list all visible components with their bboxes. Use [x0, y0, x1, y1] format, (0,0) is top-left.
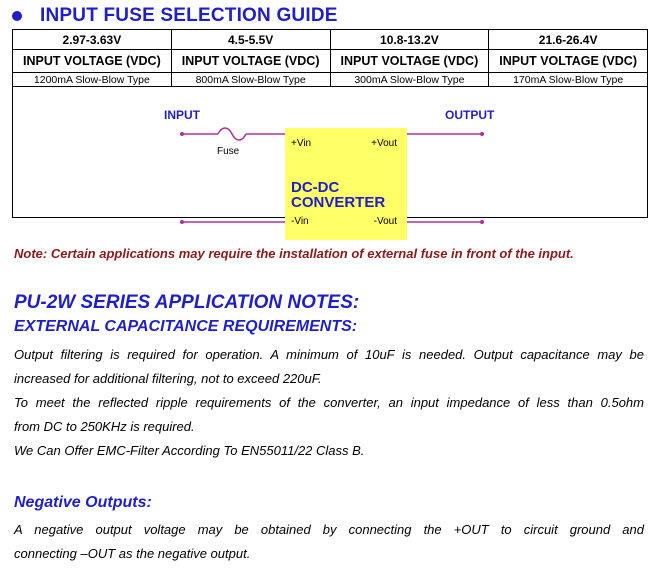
fuse-rating-cell: 800mA Slow-Blow Type: [171, 73, 330, 87]
paragraph-line: We Can Offer EMC-Filter According To EN55011/22 Class B.: [14, 443, 365, 458]
terminal-dot: [180, 132, 184, 136]
converter-label-line2: CONVERTER: [291, 194, 386, 211]
paragraph-line: To meet the reflected ripple requirements of the converter, an input impedance of less than 0.5ohm: [14, 395, 644, 410]
external-capacitance-title: EXTERNAL CAPACITANCE REQUIREMENTS:: [14, 318, 358, 335]
pin-vin-negative: -Vin: [291, 216, 309, 227]
voltage-range-cell: 10.8-13.2V: [330, 30, 489, 50]
terminal-dot: [480, 132, 484, 136]
paragraph-line: Output filtering is required for operation. A minimum of 10uF is needed. Output capacitance may be: [14, 347, 644, 362]
pin-vin-positive: +Vin: [291, 138, 312, 149]
section-header: [10, 5, 338, 27]
bullet-icon: [12, 11, 22, 21]
paragraph-line: from DC to 250KHz is required.: [14, 419, 195, 434]
voltage-range-cell: 4.5-5.5V: [171, 30, 330, 50]
fuse-note: Note: Certain applications may require the installation of external fuse in front of the input.: [14, 246, 574, 261]
converter-label: [291, 180, 385, 210]
input-voltage-label: INPUT VOLTAGE (VDC): [489, 50, 648, 73]
application-notes-title: PU-2W SERIES APPLICATION NOTES:: [14, 292, 360, 313]
page-title: INPUT FUSE SELECTION GUIDE: [40, 5, 338, 26]
terminal-dot: [180, 220, 184, 224]
paragraph-line: connecting –OUT as the negative output.: [14, 546, 251, 561]
negative-outputs-title: Negative Outputs:: [14, 494, 152, 511]
input-voltage-label: INPUT VOLTAGE (VDC): [13, 50, 172, 73]
pin-vout-negative: -Vout: [373, 216, 397, 227]
fuse-rating-cell: 170mA Slow-Blow Type: [489, 73, 648, 87]
converter-label-line1: DC-DC: [291, 179, 340, 196]
fuse-wiring-diagram: [12, 104, 648, 238]
pin-vout-positive: +Vout: [371, 138, 397, 149]
dc-dc-converter-box: [285, 128, 407, 240]
fuse-symbol: [218, 128, 246, 140]
fuse-rating-cell: 300mA Slow-Blow Type: [330, 73, 489, 87]
terminal-dot: [480, 220, 484, 224]
paragraph-line: A negative output voltage may be obtained by connecting the +OUT to circuit ground and: [14, 522, 644, 537]
input-label: INPUT: [164, 108, 200, 122]
paragraph-line: increased for additional filtering, not to exceed 220uF.: [14, 371, 322, 386]
output-label: OUTPUT: [445, 108, 495, 122]
voltage-range-cell: 2.97-3.63V: [13, 30, 172, 50]
input-voltage-label: INPUT VOLTAGE (VDC): [330, 50, 489, 73]
input-voltage-label: INPUT VOLTAGE (VDC): [171, 50, 330, 73]
fuse-rating-cell: 1200mA Slow-Blow Type: [13, 73, 172, 87]
voltage-range-cell: 21.6-26.4V: [489, 30, 648, 50]
fuse-label: Fuse: [217, 146, 240, 157]
